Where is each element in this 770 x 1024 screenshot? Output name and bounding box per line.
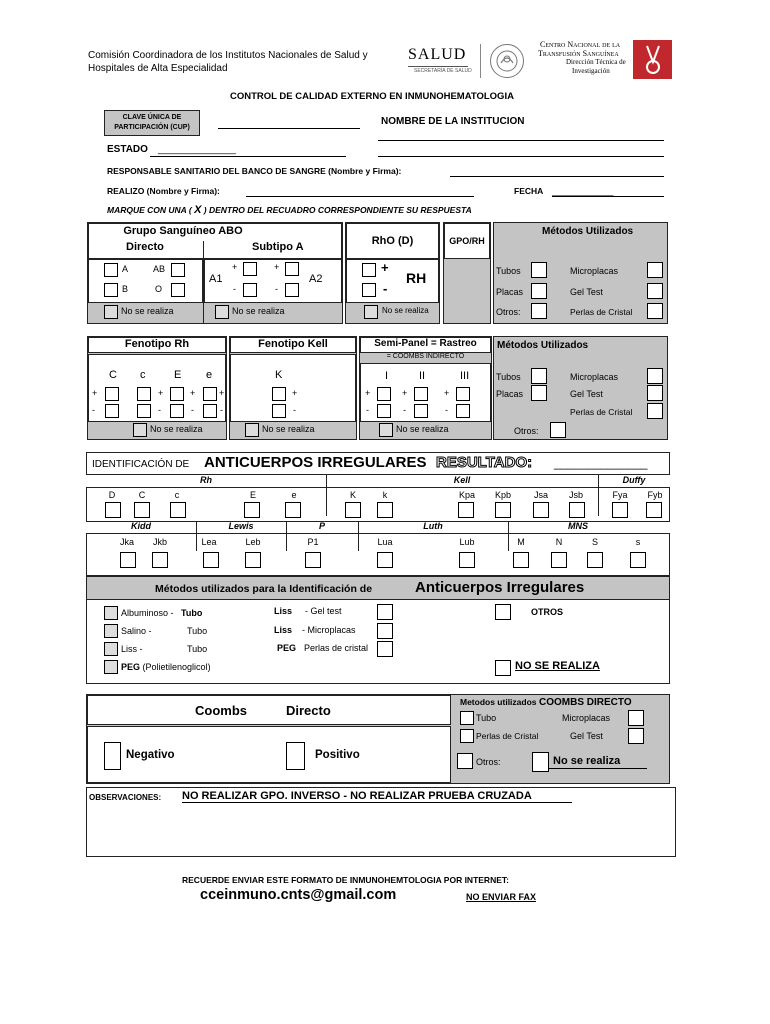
ab-Kpa-label: Kpa [458, 490, 475, 500]
cd-metodos-big-label: COOMBS DIRECTO [539, 697, 632, 708]
abo-perlas-label: Perlas de Cristal [570, 307, 633, 317]
a2-minus-checkbox[interactable] [285, 283, 299, 297]
ab-Jkb-checkbox[interactable] [152, 552, 168, 568]
ab-Lua-checkbox[interactable] [377, 552, 393, 568]
luth-group-label: Luth [423, 521, 443, 531]
rh-group-label: Rh [200, 475, 212, 485]
fen-placas-checkbox[interactable] [531, 385, 547, 401]
cd-perlas-checkbox[interactable] [460, 729, 474, 743]
rho-minus-checkbox[interactable] [362, 283, 376, 297]
cup-field[interactable] [218, 128, 360, 129]
e-minus: - [220, 405, 223, 415]
fen-plus: + [92, 388, 98, 398]
semipanel-title: Semi-Panel = Rastreo [374, 338, 477, 349]
cup-label-box: CLAVE ÚNICA DE PARTICIPACIÓN (CUP) [104, 110, 200, 136]
marque-instruction: MARQUE CON UNA ( X ) DENTRO DEL RECUADRO CORRESPONDIENTE SU RESPUESTA [107, 204, 472, 216]
E-minus: - [191, 405, 194, 415]
liss-tubo-checkbox[interactable] [104, 642, 118, 656]
rho-minus: - [383, 281, 388, 296]
ab-S-label: S [591, 537, 598, 547]
cd-perlas-label: Perlas de Cristal [476, 731, 539, 741]
fen-metodos-title: Métodos Utilizados [497, 340, 589, 351]
K-minus-checkbox[interactable] [272, 404, 286, 418]
subtipo-label: Subtipo A [252, 241, 304, 253]
cd-tubo-label: Tubo [476, 713, 497, 723]
b-label: B [122, 284, 129, 294]
otros-checkbox[interactable] [495, 604, 511, 620]
ab-Jkb-label: Jkb [152, 537, 167, 547]
fen-gel-checkbox[interactable] [647, 385, 663, 401]
ab-Jsb-label: Jsb [568, 490, 583, 500]
ab-M-checkbox[interactable] [513, 552, 529, 568]
abo-tubos-label: Tubos [496, 266, 521, 276]
fen-rh-no-realiza-label: No se realiza [150, 424, 203, 434]
albumin-tubo-label: Tubo [181, 608, 203, 618]
peg-checkbox[interactable] [104, 660, 118, 674]
fen-placas-label: Placas [496, 389, 524, 399]
liss-gel-label: - Gel test [305, 606, 342, 616]
rho-plus-checkbox[interactable] [362, 263, 376, 277]
abo-placas-checkbox[interactable] [531, 283, 547, 299]
albumin-label: Albuminoso - [121, 608, 174, 618]
sp-no-realiza-label: No se realiza [396, 424, 449, 434]
E-minus-checkbox[interactable] [170, 404, 184, 418]
III-plus-checkbox[interactable] [456, 387, 470, 401]
coombs-negativo-label: Negativo [126, 749, 175, 761]
fecha-fill: _____________ [552, 186, 614, 196]
C-label: C [109, 369, 117, 381]
estado-extra-field[interactable] [378, 156, 664, 157]
liss-micro-label: - Microplacas [302, 625, 356, 635]
ab-K-checkbox[interactable] [345, 502, 361, 518]
lewis-group-label: Lewis [228, 521, 254, 531]
salino-checkbox[interactable] [104, 624, 118, 638]
III-minus-checkbox[interactable] [456, 404, 470, 418]
a1-label: A1 [209, 273, 223, 285]
estado-label: ESTADO [107, 144, 148, 155]
I-minus-checkbox[interactable] [377, 404, 391, 418]
cd-otros-checkbox[interactable] [457, 753, 473, 769]
salino-label: Salino - [121, 626, 152, 636]
org-line-2: Hospitales de Alta Especialidad [88, 63, 228, 74]
realizo-label: REALIZO (Nombre y Firma): [107, 186, 220, 196]
ab-M-label: M [517, 537, 525, 547]
cnts-logo-icon [633, 40, 672, 79]
ab-Jsa-checkbox[interactable] [533, 502, 549, 518]
ab-Lea-checkbox[interactable] [203, 552, 219, 568]
ab-Fyb-label: Fyb [647, 490, 663, 500]
ab-Kpb-label: Kpb [494, 490, 511, 500]
ab-S-checkbox[interactable] [587, 552, 603, 568]
cd-gel-label: Gel Test [570, 731, 603, 741]
c-plus-checkbox[interactable] [137, 387, 151, 401]
coombs-positivo-checkbox[interactable] [286, 742, 305, 770]
mns-group-label: MNS [568, 521, 588, 531]
III-label: III [460, 370, 470, 382]
gpo-rh-title: GPO/RH [449, 236, 485, 246]
peg-rest-label: (Polietilenoglicol) [142, 662, 211, 672]
abo-directo-no-realiza-checkbox[interactable] [104, 305, 118, 319]
c-minus-checkbox[interactable] [137, 404, 151, 418]
ab-P1-checkbox[interactable] [305, 552, 321, 568]
II-plus-checkbox[interactable] [414, 387, 428, 401]
albumin-checkbox[interactable] [104, 606, 118, 620]
ab-Jsa-label: Jsa [533, 490, 548, 500]
III-minus: - [445, 405, 448, 415]
ai-no-realiza-checkbox[interactable] [495, 660, 511, 676]
fen-kell-no-realiza-label: No se realiza [262, 424, 315, 434]
salud-logo: SALUD SECRETARÍA DE SALUD [408, 46, 472, 74]
liss-tubo-tubo-label: Tubo [187, 644, 208, 654]
rho-no-realiza-checkbox[interactable] [364, 305, 378, 319]
a2-plus: + [274, 262, 280, 272]
a2-label: A2 [309, 273, 323, 285]
a1-plus-checkbox[interactable] [243, 262, 257, 276]
o-checkbox[interactable] [171, 283, 185, 297]
fen-metodos-panel [493, 336, 668, 440]
anticuerpos-header: IDENTIFICACIÓN DE ANTICUERPOS IRREGULARES RESULTADO: ______________ [92, 454, 648, 471]
fen-kell-no-realiza-checkbox[interactable] [245, 423, 259, 437]
liss-tubo-label: Liss - [121, 644, 143, 654]
a2-minus: - [275, 284, 278, 294]
liss-gel-checkbox[interactable] [377, 604, 393, 620]
directo-label: Directo [126, 241, 164, 253]
K-label: K [275, 369, 283, 381]
III-plus: + [444, 388, 450, 398]
C-plus-checkbox[interactable] [105, 387, 119, 401]
fen-otros-checkbox[interactable] [550, 422, 566, 438]
C-minus-checkbox[interactable] [105, 404, 119, 418]
ab-E-checkbox[interactable] [244, 502, 260, 518]
E-plus-checkbox[interactable] [170, 387, 184, 401]
metodos-ai-header: Métodos utilizados para la Identificación de Anticuerpos Irregulares [86, 576, 670, 600]
ab-Fya-checkbox[interactable] [612, 502, 628, 518]
fenotipo-kell-title: Fenotipo Kell [258, 338, 328, 350]
c-plus: + [158, 388, 164, 398]
subtipo-no-realiza-label: No se realiza [232, 306, 285, 316]
ab-E-label: E [249, 490, 256, 500]
cd-tubo-checkbox[interactable] [460, 711, 474, 725]
ab-c-label: c [174, 490, 180, 500]
fen-perlas-checkbox[interactable] [647, 403, 663, 419]
ab-Leb-checkbox[interactable] [245, 552, 261, 568]
abo-tubos-checkbox[interactable] [531, 262, 547, 278]
cd-microplacas-checkbox[interactable] [628, 710, 644, 726]
fen-otros-label: Otros: [514, 426, 539, 436]
ab-Leb-label: Leb [245, 537, 261, 547]
K-plus-checkbox[interactable] [272, 387, 286, 401]
org-line-1: Comisión Coordinadora de los Institutos Nacionales de Salud y [88, 50, 368, 61]
kidd-group-label: Kidd [131, 521, 151, 531]
abo-microplacas-checkbox[interactable] [647, 262, 663, 278]
I-label: I [385, 370, 389, 382]
ab-P1-label: P1 [307, 537, 319, 547]
responsable-label: RESPONSABLE SANITARIO DEL BANCO DE SANGRE (Nombre y Firma): [107, 166, 402, 176]
ab-c-checkbox[interactable] [170, 502, 186, 518]
fen-gel-label: Gel Test [570, 389, 603, 399]
peg-label: PEG [121, 662, 141, 672]
liss-micro-liss-label: Liss [274, 625, 293, 635]
fen-minus: - [92, 405, 95, 415]
abo-metodos-title: Métodos Utilizados [542, 226, 634, 237]
ab-e-label: e [291, 490, 297, 500]
II-minus-checkbox[interactable] [414, 404, 428, 418]
grupo-abo-title: Grupo Sanguíneo ABO [123, 225, 243, 237]
sp-no-realiza-checkbox[interactable] [379, 423, 393, 437]
abo-otros-label: Otros: [496, 307, 521, 317]
ab-C-label: C [138, 490, 146, 500]
subtipo-no-realiza-checkbox[interactable] [215, 305, 229, 319]
peg-perlas-peg-label: PEG [277, 643, 297, 653]
peg-perlas-label: Perlas de cristal [304, 643, 369, 653]
peg-perlas-checkbox[interactable] [377, 641, 393, 657]
coombs-indirecto-label: = COOMBS INDIRECTO [386, 353, 465, 360]
ai-no-realiza-label: NO SE REALIZA [515, 660, 600, 672]
ab-D-checkbox[interactable] [105, 502, 121, 518]
fen-tubos-label: Tubos [496, 372, 521, 382]
E-label: E [174, 369, 182, 381]
ab-Kpb-checkbox[interactable] [495, 502, 511, 518]
observaciones-label: OBSERVACIONES: [89, 793, 162, 802]
ab-Fyb-checkbox[interactable] [646, 502, 662, 518]
rho-plus: + [381, 260, 389, 275]
a2-plus-checkbox[interactable] [285, 262, 299, 276]
fen-tubos-checkbox[interactable] [531, 368, 547, 384]
o-label: O [155, 284, 163, 294]
p-group-label: P [318, 521, 325, 531]
I-plus-checkbox[interactable] [377, 387, 391, 401]
e-plus: + [219, 388, 225, 398]
ab-Lea-label: Lea [201, 537, 217, 547]
fen-perlas-label: Perlas de Cristal [570, 407, 633, 417]
fecha-label: FECHA [514, 186, 544, 196]
rho-title: RhO (D) [371, 235, 414, 247]
liss-micro-checkbox[interactable] [377, 623, 393, 639]
ab-Fya-label: Fya [612, 490, 628, 500]
salino-tubo-label: Tubo [187, 626, 208, 636]
rho-no-realiza-label: No se realiza [382, 306, 429, 315]
otros-label: OTROS [531, 607, 564, 617]
a1-minus: - [233, 284, 236, 294]
nombre-label: NOMBRE DE LA INSTITUCION [381, 116, 525, 127]
cd-otros-label: Otros: [476, 757, 501, 767]
a-checkbox[interactable] [104, 263, 118, 277]
abo-microplacas-label: Microplacas [570, 266, 619, 276]
liss-gel-liss-label: Liss [274, 606, 293, 616]
II-plus: + [402, 388, 408, 398]
abo-placas-label: Placas [496, 287, 524, 297]
b-checkbox[interactable] [104, 283, 118, 297]
mexico-seal-icon [490, 44, 524, 78]
K-plus: + [292, 388, 298, 398]
email-address[interactable]: cceinmuno.cnts@gmail.com [200, 887, 397, 903]
c-label: c [140, 369, 146, 381]
abo-perlas-checkbox[interactable] [647, 303, 663, 319]
estado-fill: ______________ [158, 144, 236, 155]
ab-Jka-label: Jka [119, 537, 134, 547]
ab-Lub-label: Lub [459, 537, 475, 547]
a-label: A [122, 264, 129, 274]
a1-minus-checkbox[interactable] [243, 283, 257, 297]
ab-C-checkbox[interactable] [134, 502, 150, 518]
coombs-title-box: Coombs Directo [87, 695, 451, 725]
e-label: e [206, 369, 213, 381]
ab-s-checkbox[interactable] [630, 552, 646, 568]
cd-microplacas-label: Microplacas [562, 713, 611, 723]
ab-Jka-checkbox[interactable] [120, 552, 136, 568]
estado-field[interactable] [150, 156, 346, 157]
responsable-field[interactable] [450, 176, 664, 177]
kell-group-label: Kell [453, 475, 471, 485]
II-minus: - [403, 405, 406, 415]
realizo-field[interactable] [246, 196, 474, 197]
form-title: CONTROL DE CALIDAD EXTERNO EN INMUNOHEMATOLOGIA [230, 91, 514, 102]
ab-k-checkbox[interactable] [377, 502, 393, 518]
ab-checkbox[interactable] [171, 263, 185, 277]
cd-no-realiza-checkbox[interactable] [532, 752, 549, 772]
a1-plus: + [232, 262, 238, 272]
duffy-group-label: Duffy [622, 475, 646, 485]
observaciones-text: NO REALIZAR GPO. INVERSO - NO REALIZAR PRUEBA CRUZADA [182, 790, 532, 802]
fenotipo-rh-title: Fenotipo Rh [124, 338, 190, 350]
no-fax-text: NO ENVIAR FAX [466, 892, 537, 902]
ab-label: AB [153, 264, 166, 274]
cd-gel-checkbox[interactable] [628, 728, 644, 744]
recuerde-text: RECUERDE ENVIAR ESTE FORMATO DE INMUNOHEMTOLOGIA POR INTERNET: [182, 875, 509, 885]
ab-e-checkbox[interactable] [285, 502, 301, 518]
ab-N-label: N [555, 537, 563, 547]
sp-plus: + [365, 388, 371, 398]
e-plus-checkbox[interactable] [203, 387, 217, 401]
coombs-positivo-label: Positivo [315, 749, 360, 761]
fen-microplacas-checkbox[interactable] [647, 368, 663, 384]
abo-otros-checkbox[interactable] [531, 303, 547, 319]
II-label: II [419, 370, 426, 382]
ab-s-label: s [635, 537, 641, 547]
abo-gel-label: Gel Test [570, 287, 603, 297]
sp-minus: - [366, 405, 369, 415]
K-minus: - [293, 405, 296, 415]
c-minus: - [158, 405, 161, 415]
cd-no-realiza-label: No se realiza [553, 755, 621, 767]
fecha-field[interactable] [552, 196, 664, 197]
e-minus-checkbox[interactable] [203, 404, 217, 418]
fen-microplacas-label: Microplacas [570, 372, 619, 382]
ab-Lua-label: Lua [377, 537, 393, 547]
fen-rh-no-realiza-checkbox[interactable] [133, 423, 147, 437]
ab-K-label: K [349, 490, 356, 500]
abo-gel-checkbox[interactable] [647, 283, 663, 299]
abo-directo-no-realiza-label: No se realiza [121, 306, 174, 316]
ab-Jsb-checkbox[interactable] [569, 502, 585, 518]
E-plus: + [190, 388, 196, 398]
ab-k-label: k [382, 490, 388, 500]
rh-label: RH [406, 270, 427, 286]
coombs-negativo-checkbox[interactable] [104, 742, 121, 770]
ab-Lub-checkbox[interactable] [459, 552, 475, 568]
ab-D-label: D [108, 490, 116, 500]
cd-metodos-label: Metodos utilizados [460, 697, 537, 707]
ab-Kpa-checkbox[interactable] [458, 502, 474, 518]
ab-N-checkbox[interactable] [551, 552, 567, 568]
nombre-field[interactable] [378, 140, 664, 141]
